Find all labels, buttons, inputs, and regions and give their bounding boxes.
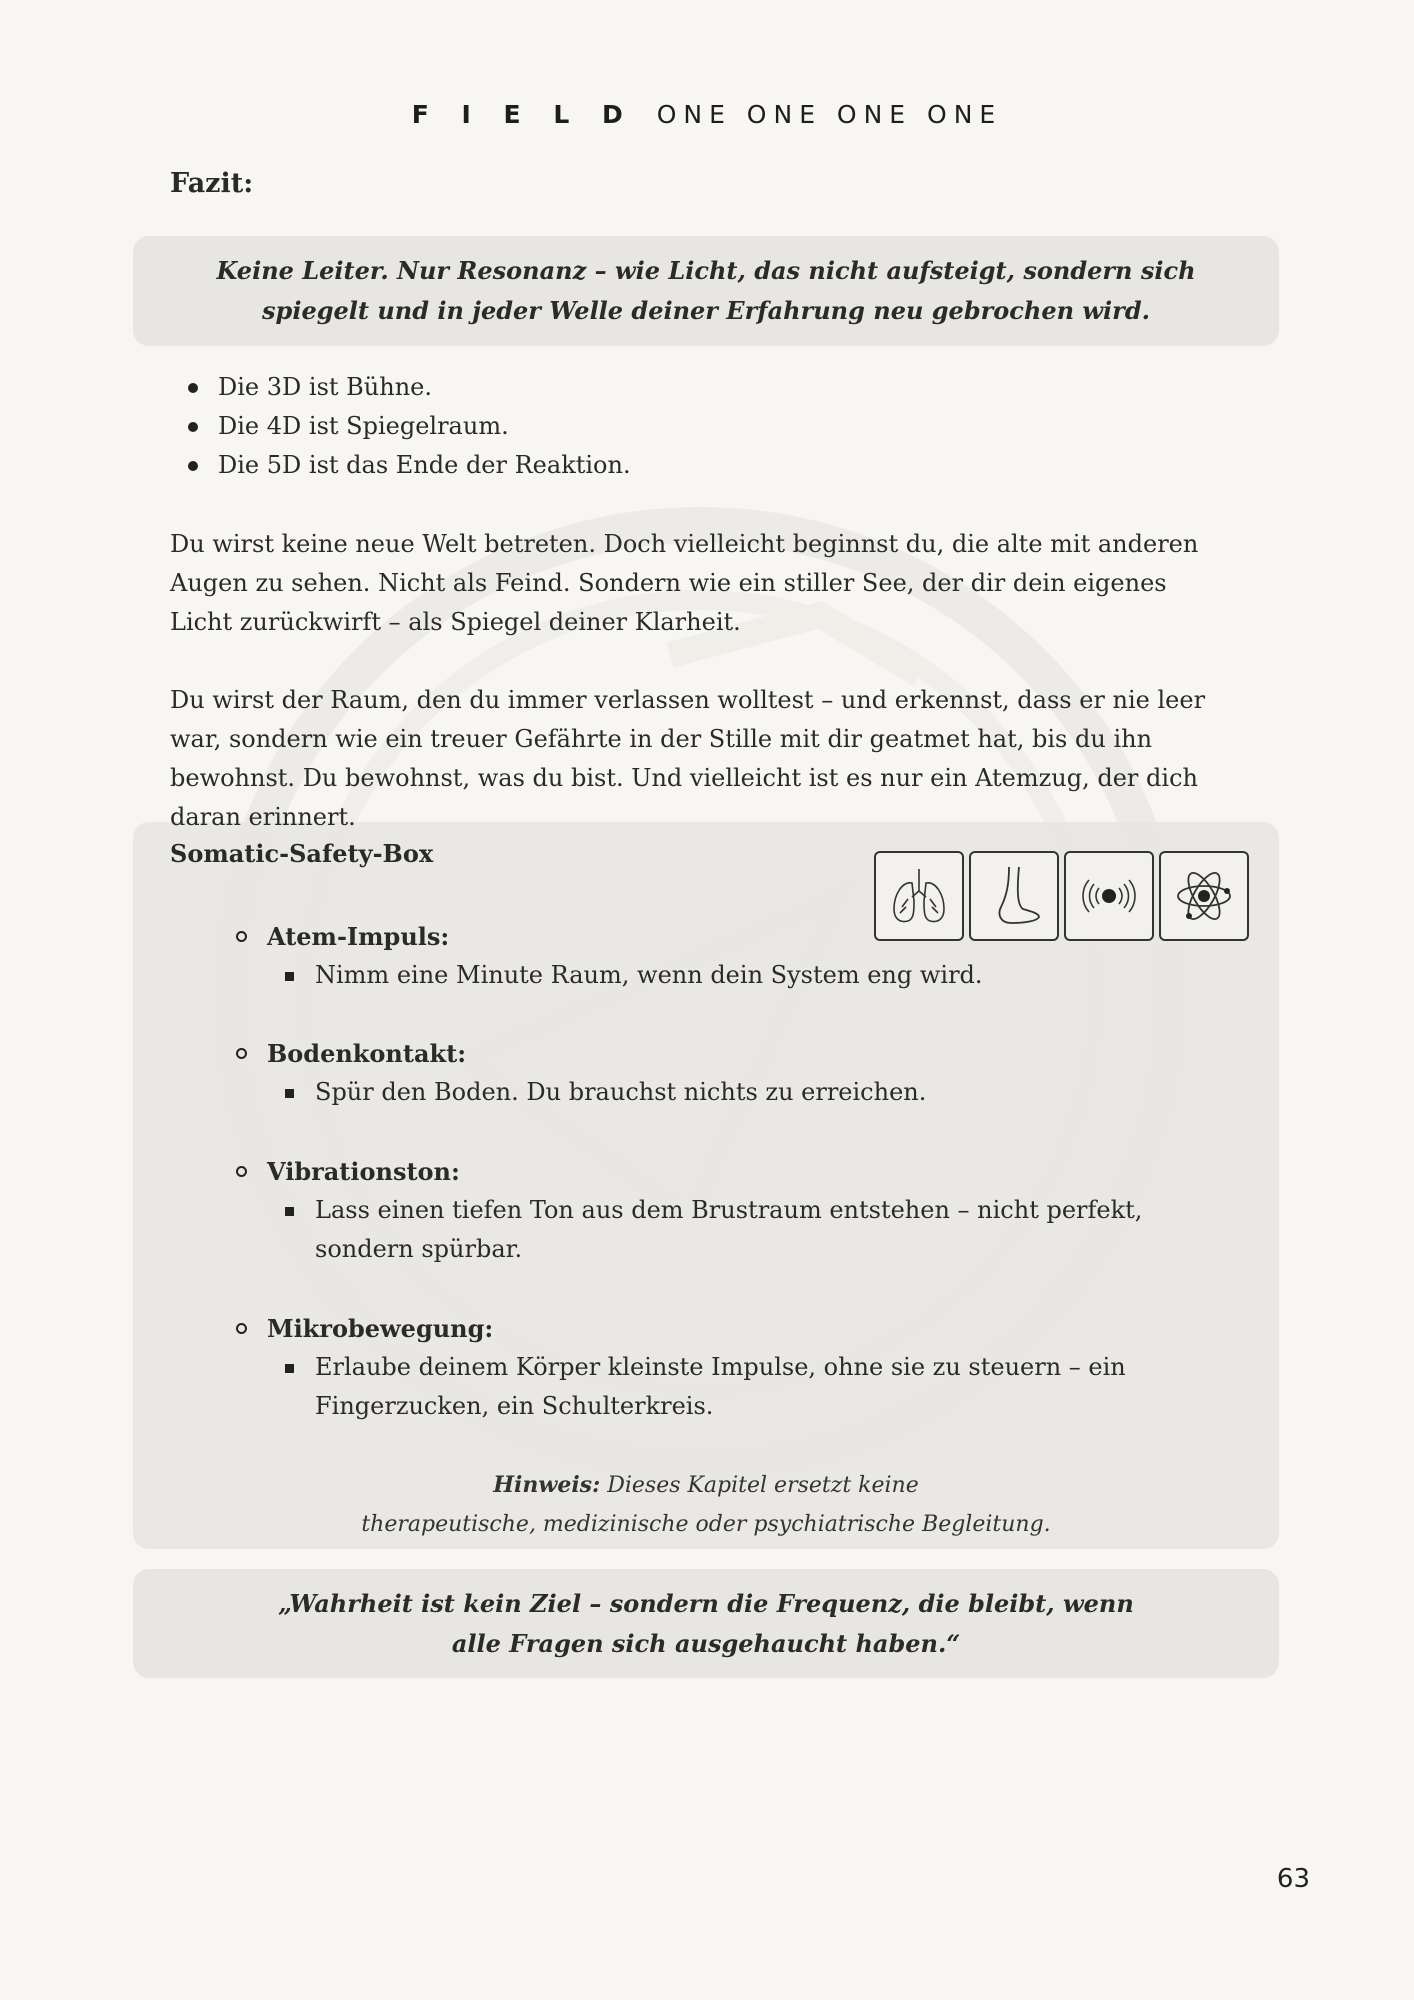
page-number: 63: [1276, 1864, 1310, 1894]
somatic-item-vibration: Vibrationston: Lass einen tiefen Ton aus dem Brustraum entstehen – nicht perfekt, sondern spürbar.: [267, 1152, 1227, 1269]
hinweis-label: Hinweis:: [493, 1472, 601, 1498]
vibration-icon: [1064, 851, 1154, 941]
hinweis-note: Hinweis: Dieses Kapitel ersetzt keine therapeutische, medizinische oder psychiatrische Begleitung.: [361, 1472, 1051, 1537]
paragraph-1: Du wirst keine neue Welt betreten. Doch vielleicht beginnst du, die alte mit anderen Augen zu sehen. Nicht als Feind. Sondern wie ein stiller See, der dir dein eigenes Licht zurückwirft – als Spiegel deiner Klarheit.: [170, 530, 1199, 636]
somatic-item-boden: Bodenkontakt: Spür den Boden. Du brauchst nichts zu erreichen.: [267, 1034, 1227, 1112]
somatic-item-mikro: Mikrobewegung: Erlaube deinem Körper kleinste Impulse, ohne sie zu steuern – ein Fingerzucken, ein Schulterkreis.: [267, 1309, 1227, 1426]
brand-subtitle: ONE ONE ONE ONE: [656, 100, 1003, 129]
fazit-heading: Fazit:: [170, 168, 254, 199]
list-item: Die 3D ist Bühne.: [170, 368, 631, 407]
list-item: Die 5D ist das Ende der Reaktion.: [170, 446, 631, 485]
quote-bottom-line2: alle Fragen sich ausgehaucht haben.“: [451, 1628, 961, 1658]
quote-top: [133, 236, 1279, 346]
somatic-box-title: Somatic-Safety-Box: [170, 839, 434, 868]
somatic-item-atem: Atem-Impuls: Nimm eine Minute Raum, wenn dein System eng wird.: [267, 917, 1227, 995]
page-header: [0, 100, 1414, 129]
list-item: Die 4D ist Spiegelraum.: [170, 407, 631, 446]
atom-icon: [1159, 851, 1249, 941]
quote-bottom: [133, 1569, 1279, 1678]
brand-title: F I E L D: [411, 100, 635, 129]
paragraph-2: Du wirst der Raum, den du immer verlassen wolltest – und erkennst, dass er nie leer war, sondern wie ein treuer Gefährte in der Stille mit dir geatmet hat, bis du ihn bewohnst. Du bewohnst, was du bist. Und vielleicht ist es nur ein Atemzug, der dich daran erinnert.: [170, 686, 1206, 831]
dimension-list: [170, 368, 631, 485]
quote-bottom-line1: „Wahrheit ist kein Ziel – sondern die Frequenz, die bleibt, wenn: [278, 1588, 1134, 1618]
quote-top-line1: Keine Leiter. Nur Resonanz – wie Licht, das nicht aufsteigt, sondern sich: [216, 256, 1196, 285]
lungs-icon: [874, 851, 964, 941]
foot-icon: [969, 851, 1059, 941]
somatic-icon-row: [874, 851, 1249, 941]
quote-top-line2: spiegelt und in jeder Welle deiner Erfahrung neu gebrochen wird.: [262, 296, 1150, 325]
